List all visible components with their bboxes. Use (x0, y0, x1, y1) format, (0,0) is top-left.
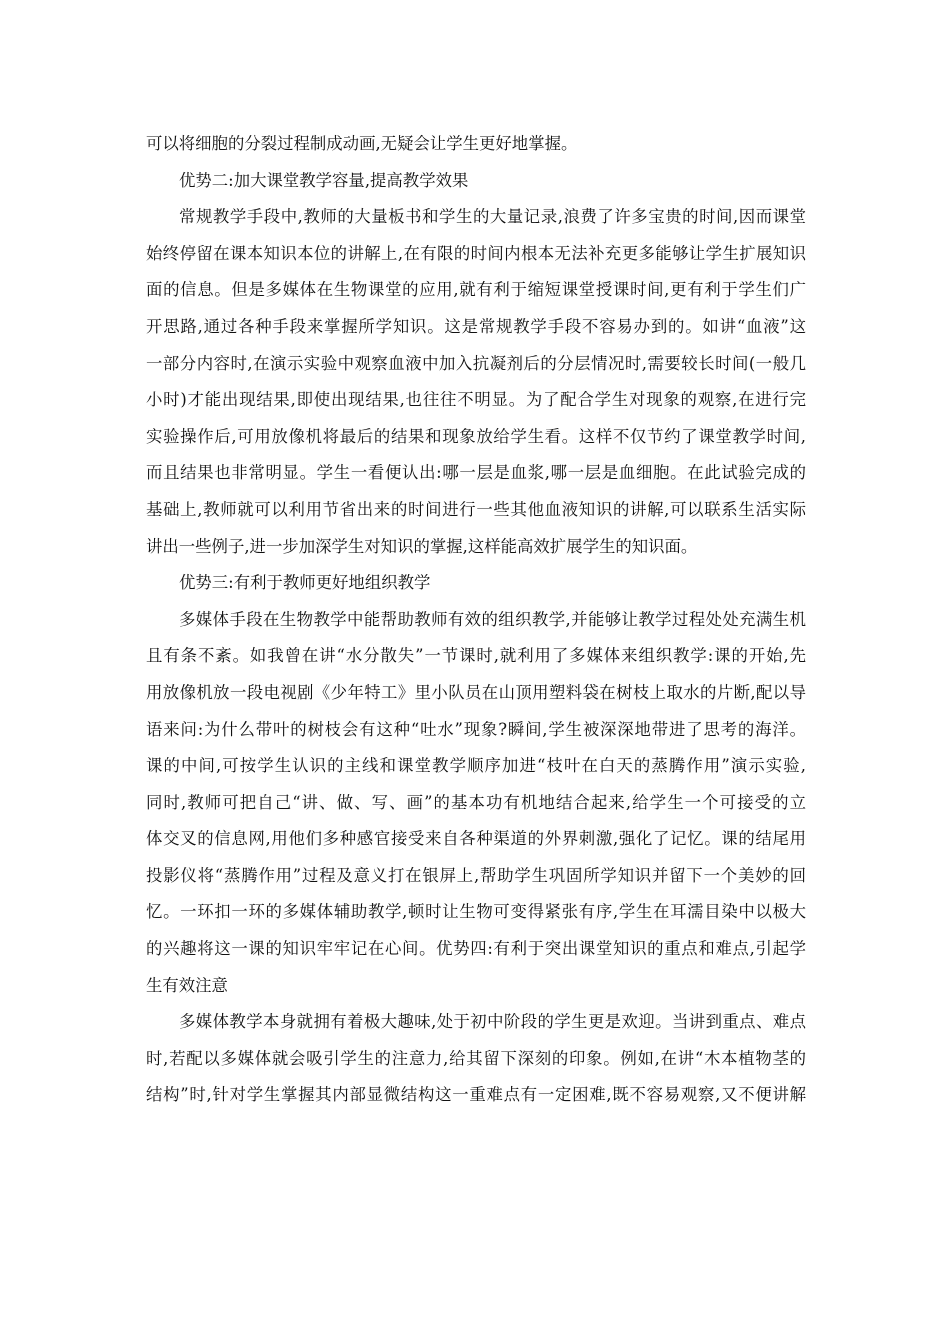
paragraph-line: 实验操作后,可用放像机将最后的结果和现象放给学生看。这样不仅节约了课堂教学时间, (146, 426, 806, 446)
paragraph-line: 一部分内容时,在演示实验中观察血液中加入抗凝剂后的分层情况时,需要较长时间(一般几 (146, 353, 806, 373)
paragraph-line: 投影仪将“蒸腾作用”过程及意义打在银屏上,帮助学生巩固所学知识并留下一个美妙的回 (146, 865, 806, 885)
paragraph-line: 基础上,教师就可以利用节省出来的时间进行一些其他血液知识的讲解,可以联系生活实际 (146, 499, 806, 519)
paragraph-line: 可以将细胞的分裂过程制成动画,无疑会让学生更好地掌握。 (146, 134, 578, 153)
paragraph-line: 常规教学手段中,教师的大量板书和学生的大量记录,浪费了许多宝贵的时间,因而课堂 (179, 207, 806, 227)
paragraph-line: 面的信息。但是多媒体在生物课堂的应用,就有利于缩短课堂授课时间,更有利于学生们广 (146, 280, 806, 300)
paragraph-line: 且有条不紊。如我曾在讲“水分散失”一节课时,就利用了多媒体来组织教学:课的开始,先 (146, 646, 806, 666)
paragraph-line: 时,若配以多媒体就会吸引学生的注意力,给其留下深刻的印象。例如,在讲“木本植物茎的 (146, 1048, 806, 1068)
section-heading: 优势三:有利于教师更好地组织教学 (179, 573, 431, 593)
paragraph-line: 结构”时,针对学生掌握其内部显微结构这一重难点有一定困难,既不容易观察,又不便讲解 (146, 1085, 806, 1105)
document-body (146, 126, 806, 1114)
paragraph-line: 讲出一些例子,进一步加深学生对知识的掌握,这样能高效扩展学生的知识面。 (146, 536, 698, 556)
paragraph-line: 忆。一环扣一环的多媒体辅助教学,顿时让生物可变得紧张有序,学生在耳濡目染中以极大 (146, 902, 806, 922)
paragraph-line: 始终停留在课本知识本位的讲解上,在有限的时间内根本无法补充更多能够让学生扩展知识 (146, 243, 806, 263)
paragraph-line: 多媒体手段在生物教学中能帮助教师有效的组织教学,并能够让教学过程处处充满生机 (179, 609, 806, 629)
paragraph-line: 多媒体教学本身就拥有着极大趣味,处于初中阶段的学生更是欢迎。当讲到重点、难点 (179, 1012, 806, 1032)
paragraph-line: 用放像机放一段电视剧《少年特工》里小队员在山顶用塑料袋在树枝上取水的片断,配以导 (146, 682, 806, 702)
paragraph-line: 体交叉的信息网,用他们多种感官接受来自各种渠道的外界刺激,强化了记忆。课的结尾用 (146, 829, 806, 849)
paragraph-line: 开思路,通过各种手段来掌握所学知识。这是常规教学手段不容易办到的。如讲“血液”这 (146, 316, 806, 336)
paragraph-line: 小时)才能出现结果,即使出现结果,也往往不明显。为了配合学生对现象的观察,在进行完 (146, 390, 806, 410)
paragraph-line: 生有效注意 (146, 975, 228, 995)
paragraph-line: 的兴趣将这一课的知识牢牢记在心间。优势四:有利于突出课堂知识的重点和难点,引起学 (146, 939, 806, 959)
paragraph-line: 语来问:为什么带叶的树枝会有这种“吐水”现象?瞬间,学生被深深地带进了思考的海洋。 (146, 719, 806, 739)
paragraph-line: 课的中间,可按学生认识的主线和课堂教学顺序加进“枝叶在白天的蒸腾作用”演示实验, (146, 756, 806, 776)
paragraph-line: 同时,教师可把自己“讲、做、写、画”的基本功有机地结合起来,给学生一个可接受的立 (146, 792, 806, 812)
section-heading: 优势二:加大课堂教学容量,提高教学效果 (179, 170, 469, 190)
paragraph-line: 而且结果也非常明显。学生一看便认出:哪一层是血浆,哪一层是血细胞。在此试验完成的 (146, 463, 806, 483)
